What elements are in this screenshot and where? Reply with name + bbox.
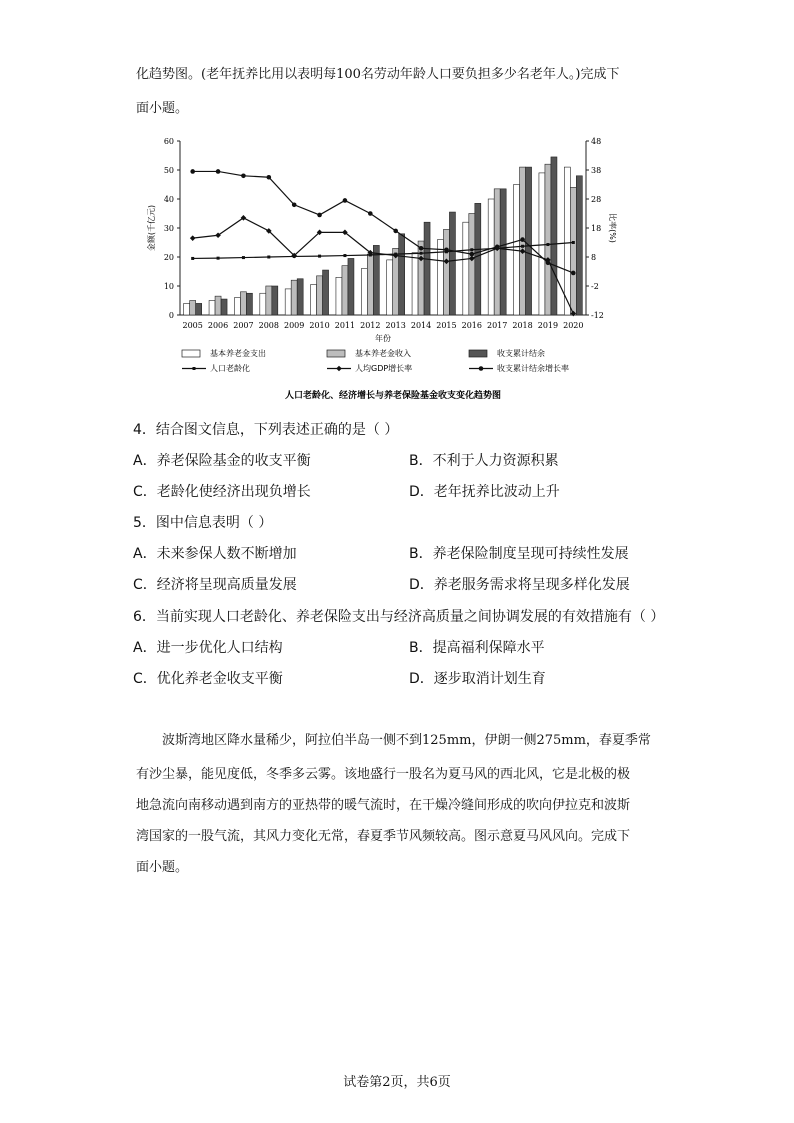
bar-2 (266, 286, 272, 315)
bar-3 (297, 279, 303, 315)
line-point-3 (571, 271, 576, 276)
legend-marker (479, 366, 484, 371)
q5-option-d[interactable]: D．养老服务需求将呈现多样化发展 (409, 577, 630, 593)
line-point-3 (546, 261, 551, 266)
q4-option-d[interactable]: D．老年抚养比波动上升 (409, 484, 560, 500)
x-tick-label: 2016 (461, 321, 482, 330)
legend-swatch (469, 350, 487, 357)
line-point-3 (470, 252, 475, 257)
right-tick-label: 8 (591, 253, 597, 262)
y-axis-left-title: 金额(千亿元) (147, 204, 156, 252)
x-tick-label: 2010 (309, 321, 330, 330)
bar-2 (367, 254, 373, 315)
y-axis-right-title: 比率(%) (608, 213, 617, 243)
x-tick-label: 2020 (563, 321, 584, 330)
right-tick-label: -2 (591, 282, 599, 291)
q4-stem: 4．结合图文信息，下列表述正确的是（ ） (133, 422, 399, 438)
legend-label: 人口老龄化 (210, 364, 250, 373)
x-axis-title: 年份 (375, 334, 391, 343)
bar-1 (539, 173, 545, 315)
intro-line-1: 化趋势图。(老年抚养比用以表明每100名劳动年龄人口要负担多少名老年人。)完成下 (136, 67, 620, 82)
bar-1 (488, 199, 494, 315)
bar-2 (342, 266, 348, 315)
x-tick-label: 2006 (207, 321, 229, 330)
passage-line-4: 湾国家的一股气流，其风力变化无常，春夏季节风频较高。图示意夏马风风向。完成下 (136, 829, 631, 844)
passage-line-3: 地急流向南移动遇到南方的亚热带的暖气流时，在干燥冷缝间形成的吹向伊拉克和波斯 (136, 798, 631, 813)
line-point-3 (368, 211, 373, 216)
bar-2 (190, 301, 196, 316)
left-tick-label: 0 (168, 311, 174, 320)
line-point-3 (444, 247, 449, 252)
q6-stem: 6．当前实现人口老龄化、养老保险支出与经济高质量之间协调发展的有效措施有（ ） (133, 609, 665, 625)
left-tick-label: 60 (163, 137, 174, 146)
x-tick-label: 2018 (512, 321, 533, 330)
bar-3 (449, 212, 455, 315)
x-tick-label: 2012 (360, 321, 381, 330)
line-point-1 (267, 256, 270, 259)
line-point-3 (419, 246, 424, 251)
bar-2 (545, 164, 551, 315)
bar-3 (323, 270, 329, 315)
legend-marker (193, 367, 196, 370)
intro-line-2: 面小题。 (136, 101, 189, 116)
bar-1 (412, 253, 418, 315)
bar-3 (272, 286, 278, 315)
bar-2 (291, 280, 297, 315)
line-point-1 (191, 257, 194, 260)
bar-1 (463, 222, 469, 315)
legend-swatch (182, 350, 200, 357)
bar-2 (570, 187, 576, 315)
line-point-1 (521, 245, 524, 248)
legend-label: 人均GDP增长率 (355, 364, 413, 373)
x-tick-label: 2008 (258, 321, 279, 330)
bar-1 (260, 293, 266, 315)
bar-3 (475, 203, 481, 315)
bar-2 (443, 229, 449, 315)
legend-label: 基本养老金支出 (210, 349, 266, 358)
line-point-1 (318, 255, 321, 258)
line-point-3 (216, 169, 221, 174)
bar-1 (387, 260, 393, 315)
right-tick-label: -12 (591, 311, 604, 320)
line-point-3 (393, 229, 398, 234)
line-point-1 (420, 252, 423, 255)
chart (140, 130, 620, 405)
q6-option-a[interactable]: A．进一步优化人口结构 (133, 640, 283, 656)
chart-title: 人口老龄化、经济增长与养老保险基金收支变化趋势图 (284, 391, 502, 401)
page-footer: 试卷第2页，共6页 (343, 1075, 451, 1090)
passage-line-2: 有沙尘暴，能见度低，冬季多云雾。该地盛行一股名为夏马风的西北风，它是北极的极 (136, 767, 631, 782)
q5-option-b[interactable]: B．养老保险制度呈现可持续性发展 (409, 546, 629, 562)
left-tick-label: 30 (163, 224, 174, 233)
right-tick-label: 18 (591, 224, 602, 233)
chart-svg (140, 130, 620, 405)
bar-1 (285, 289, 291, 315)
q5-option-a[interactable]: A．未来参保人数不断增加 (133, 546, 297, 562)
left-tick-label: 50 (163, 166, 174, 175)
left-tick-label: 40 (163, 195, 174, 204)
bar-3 (500, 189, 506, 315)
x-tick-label: 2011 (334, 321, 356, 330)
right-tick-label: 28 (591, 195, 602, 204)
right-tick-label: 48 (591, 137, 602, 146)
line-point-2 (190, 235, 196, 241)
bar-2 (494, 189, 500, 315)
line-point-3 (495, 245, 500, 250)
bar-2 (317, 276, 323, 315)
bar-3 (526, 167, 532, 315)
bar-3 (221, 299, 227, 315)
line-point-3 (241, 174, 246, 179)
legend-label: 收支累计结余增长率 (497, 364, 569, 373)
bar-1 (209, 301, 215, 316)
left-tick-label: 10 (163, 282, 174, 291)
bar-2 (215, 296, 221, 315)
line-point-1 (470, 248, 473, 251)
line-point-3 (343, 198, 348, 203)
legend-label: 基本养老金收入 (355, 349, 411, 358)
passage-line-1: 波斯湾地区降水量稀少，阿拉伯半岛一侧不到125mm，伊朗一侧275mm，春夏季常 (162, 733, 651, 748)
bar-3 (246, 293, 252, 315)
x-tick-label: 2007 (233, 321, 254, 330)
bar-3 (576, 176, 582, 315)
passage-line-5: 面小题。 (136, 860, 189, 875)
x-tick-label: 2015 (436, 321, 457, 330)
bar-1 (564, 167, 570, 315)
line-point-1 (217, 257, 220, 260)
bar-1 (437, 240, 443, 315)
x-tick-label: 2005 (182, 321, 203, 330)
line-point-3 (267, 175, 272, 180)
line-point-1 (572, 241, 575, 244)
q6-option-c[interactable]: C．优化养老金收支平衡 (133, 671, 283, 687)
bar-1 (361, 269, 367, 315)
q5-option-c[interactable]: C．经济将呈现高质量发展 (133, 577, 297, 593)
x-tick-label: 2017 (487, 321, 508, 330)
q4-option-a[interactable]: A．养老保险基金的收支平衡 (133, 453, 311, 469)
x-tick-label: 2013 (385, 321, 406, 330)
bar-1 (336, 277, 342, 315)
bar-2 (469, 214, 475, 316)
x-tick-label: 2019 (537, 321, 559, 330)
q4-option-c[interactable]: C．老龄化使经济出现负增长 (133, 484, 311, 500)
bar-1 (311, 285, 317, 315)
bar-3 (399, 234, 405, 315)
bar-3 (373, 245, 379, 315)
bar-3 (424, 222, 430, 315)
x-tick-label: 2009 (284, 321, 305, 330)
q6-option-d[interactable]: D．逐步取消计划生育 (409, 671, 546, 687)
q5-stem: 5．图中信息表明（ ） (133, 515, 273, 531)
line-point-3 (317, 213, 322, 218)
bar-3 (551, 157, 557, 315)
bar-3 (196, 303, 202, 315)
bar-1 (184, 303, 190, 315)
q6-option-b[interactable]: B．提高福利保障水平 (409, 640, 545, 656)
legend-label: 收支累计结余 (497, 349, 545, 358)
q4-option-b[interactable]: B．不利于人力资源积累 (409, 453, 559, 469)
line-point-1 (546, 243, 549, 246)
line-point-1 (242, 256, 245, 259)
line-point-3 (190, 169, 195, 174)
legend-marker (336, 366, 342, 372)
legend-swatch (327, 350, 345, 357)
bar-2 (240, 292, 246, 315)
line-point-3 (520, 237, 525, 242)
left-tick-label: 20 (163, 253, 174, 262)
bar-1 (234, 298, 240, 315)
line-point-1 (343, 254, 346, 257)
x-tick-label: 2014 (410, 321, 432, 330)
line-point-3 (292, 203, 297, 208)
bar-3 (348, 258, 354, 315)
right-tick-label: 38 (591, 166, 602, 175)
